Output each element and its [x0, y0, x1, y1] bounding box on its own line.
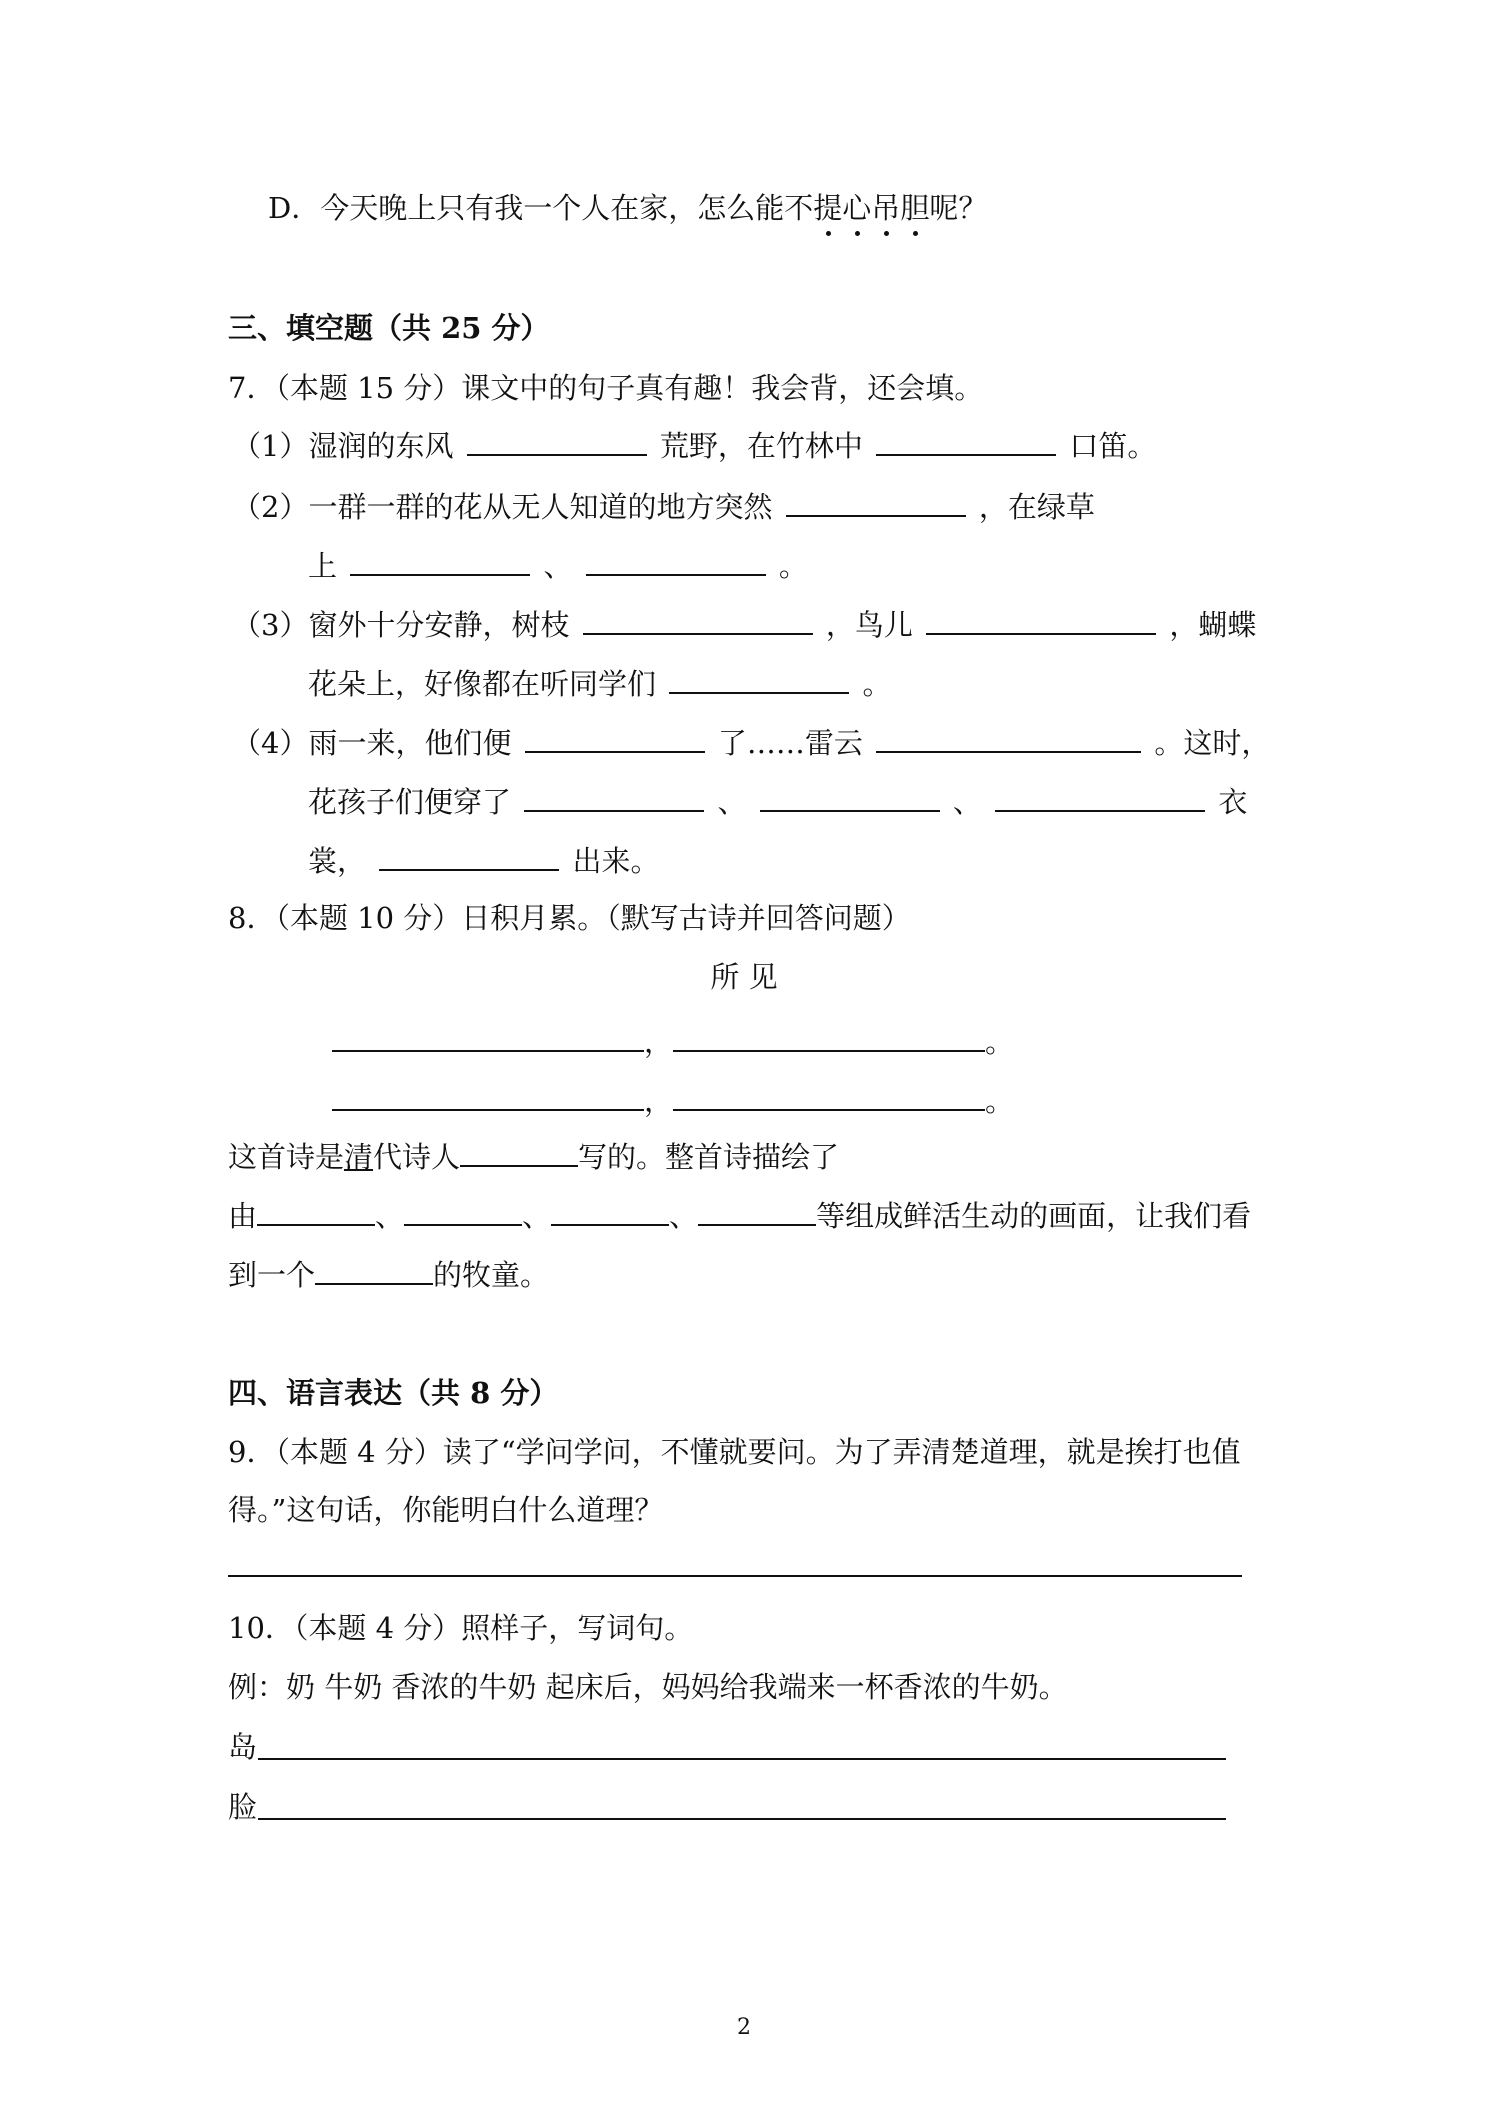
q7-p2-text-c: 上 [308, 549, 338, 583]
q8-d2-text-b: 等组成鲜活生动的画面，让我们看 [816, 1199, 1252, 1233]
q7-part-2-line-1 [232, 487, 1095, 527]
poem-comma-2: ， [644, 1084, 674, 1118]
q9-answer-line[interactable] [228, 1575, 1242, 1577]
q7-p2-blank-2[interactable] [350, 546, 530, 576]
q7-part-4-line-3 [308, 841, 659, 881]
option-d-text-before: D．今天晚上只有我一个人在家，怎么能不 [268, 191, 814, 225]
q8-d1-text-c: 写的。整首诗描绘了 [578, 1140, 840, 1174]
q8-d2-sep-2: 、 [522, 1199, 552, 1233]
q7-part-2-line-2 [308, 546, 808, 586]
q7-p4-blank-3[interactable] [524, 782, 704, 812]
q7-p4-text-e: 、 [717, 785, 747, 819]
poem-line-1 [332, 1022, 1014, 1062]
q8-poet-blank[interactable] [460, 1137, 578, 1167]
q7-p3-blank-1[interactable] [583, 605, 813, 635]
poem-title: 所 见 [710, 960, 778, 994]
q7-p3-blank-2[interactable] [926, 605, 1156, 635]
q7-p1-text-a: （1）湿润的东风 [232, 429, 454, 463]
dotted-character: 胆 [900, 188, 929, 228]
dotted-character: 提 [813, 188, 842, 228]
q7-p3-text-d: 花朵上，好像都在听同学们 [308, 667, 657, 701]
q7-p4-blank-1[interactable] [525, 723, 705, 753]
q8-stem: 8．（本题 10 分）日积月累。（默写古诗并回答问题） [228, 901, 911, 935]
q7-p2-text-a: （2）一群一群的花从无人知道的地方突然 [232, 490, 773, 524]
poem-blank-2[interactable] [673, 1022, 985, 1052]
q8-d2-sep-1: 、 [375, 1199, 405, 1233]
q7-p1-text-c: 口笛。 [1069, 429, 1157, 463]
q8-scene-blank-3[interactable] [551, 1196, 669, 1226]
q7-p4-blank-6[interactable] [379, 841, 559, 871]
q8-scene-blank-2[interactable] [404, 1196, 522, 1226]
q7-p4-text-b: 了……雷云 [717, 726, 863, 760]
q10-stem: 10．（本题 4 分）照样子，写词句。 [228, 1611, 694, 1645]
q7-p3-text-e: 。 [862, 667, 892, 701]
section-3-title: 三、填空题（共 25 分） [228, 311, 550, 345]
q7-p3-blank-3[interactable] [669, 664, 849, 694]
q8-d2-text-a: 由 [228, 1199, 258, 1233]
q9-line-2: 得。”这句话，你能明白什么道理？ [228, 1493, 664, 1527]
q7-part-4-line-2 [308, 782, 1247, 822]
q7-p2-text-e: 。 [778, 549, 808, 583]
q7-p4-blank-5[interactable] [995, 782, 1205, 812]
q7-p1-blank-2[interactable] [876, 426, 1056, 456]
q8-scene-blank-4[interactable] [698, 1196, 816, 1226]
q7-p1-text-b: 荒野，在竹林中 [659, 429, 863, 463]
q8-d3-text-b: 的牧童。 [433, 1258, 550, 1292]
poem-period-2: 。 [985, 1084, 1015, 1118]
q9-line-1: 9．（本题 4 分）读了“学问学问，不懂就要问。为了弄清楚道理，就是挨打也值 [228, 1435, 1241, 1469]
poem-blank-4[interactable] [673, 1081, 985, 1111]
q8-d2-sep-3: 、 [669, 1199, 699, 1233]
q7-p4-text-g: 衣 [1218, 785, 1248, 819]
option-d-text-after: 呢？ [929, 191, 988, 225]
q7-p4-text-c: 。这时， [1154, 726, 1271, 760]
poem-comma-1: ， [644, 1025, 674, 1059]
q7-part-3-line-1 [232, 605, 1256, 645]
q8-d3-text-a: 到一个 [228, 1258, 316, 1292]
q7-p4-text-a: （4）雨一来，他们便 [232, 726, 512, 760]
q10-example: 例：奶 牛奶 香浓的牛奶 起床后，妈妈给我端来一杯香浓的牛奶。 [228, 1670, 1068, 1704]
q8-herdboy-blank[interactable] [315, 1255, 433, 1285]
q7-p4-text-f: 、 [952, 785, 982, 819]
q7-p3-text-a: （3）窗外十分安静，树枝 [232, 608, 570, 642]
option-d-dotted-idiom [813, 191, 929, 225]
poem-period-1: 。 [985, 1025, 1015, 1059]
dotted-character: 吊 [871, 188, 900, 228]
q10-word-dao: 岛 [228, 1730, 258, 1764]
section-4-title: 四、语言表达（共 8 分） [228, 1376, 559, 1410]
q7-part-1 [232, 426, 1156, 466]
q7-part-4-line-1 [232, 723, 1270, 763]
q8-d1-qing: 清 [344, 1140, 374, 1174]
q8-desc-line-2 [228, 1196, 1251, 1236]
q8-desc-line-1 [228, 1137, 839, 1177]
q7-p4-blank-4[interactable] [760, 782, 940, 812]
poem-blank-3[interactable] [332, 1081, 644, 1111]
q7-p2-blank-3[interactable] [586, 546, 766, 576]
option-d [268, 188, 987, 228]
dotted-character: 心 [842, 188, 871, 228]
q8-d1-text-b: 代诗人 [373, 1140, 461, 1174]
poem-blank-1[interactable] [332, 1022, 644, 1052]
q7-p1-blank-1[interactable] [467, 426, 647, 456]
q8-d1-text-a: 这首诗是 [228, 1140, 345, 1174]
q7-stem: 7．（本题 15 分）课文中的句子真有趣！我会背，还会填。 [228, 371, 984, 405]
q7-p2-text-d: 、 [543, 549, 573, 583]
poem-line-2 [332, 1081, 1014, 1121]
q7-p4-text-d: 花孩子们便穿了 [308, 785, 512, 819]
q7-p3-text-b: ，鸟儿 [825, 608, 913, 642]
q7-p2-blank-1[interactable] [786, 487, 966, 517]
q7-p4-blank-2[interactable] [876, 723, 1141, 753]
q7-p4-text-h: 裳， [308, 844, 367, 878]
q10-answer-line-2[interactable] [258, 1818, 1226, 1820]
q7-p3-text-c: ，蝴蝶 [1169, 608, 1257, 642]
q8-scene-blank-1[interactable] [257, 1196, 375, 1226]
q7-p2-text-b: ，在绿草 [978, 490, 1095, 524]
q7-p4-text-i: 出来。 [572, 844, 660, 878]
page-number: 2 [737, 2015, 751, 2040]
q8-desc-line-3 [228, 1255, 549, 1295]
q7-part-3-line-2 [308, 664, 891, 704]
q10-word-lian: 脸 [228, 1790, 258, 1824]
q10-answer-line-1[interactable] [258, 1758, 1226, 1760]
